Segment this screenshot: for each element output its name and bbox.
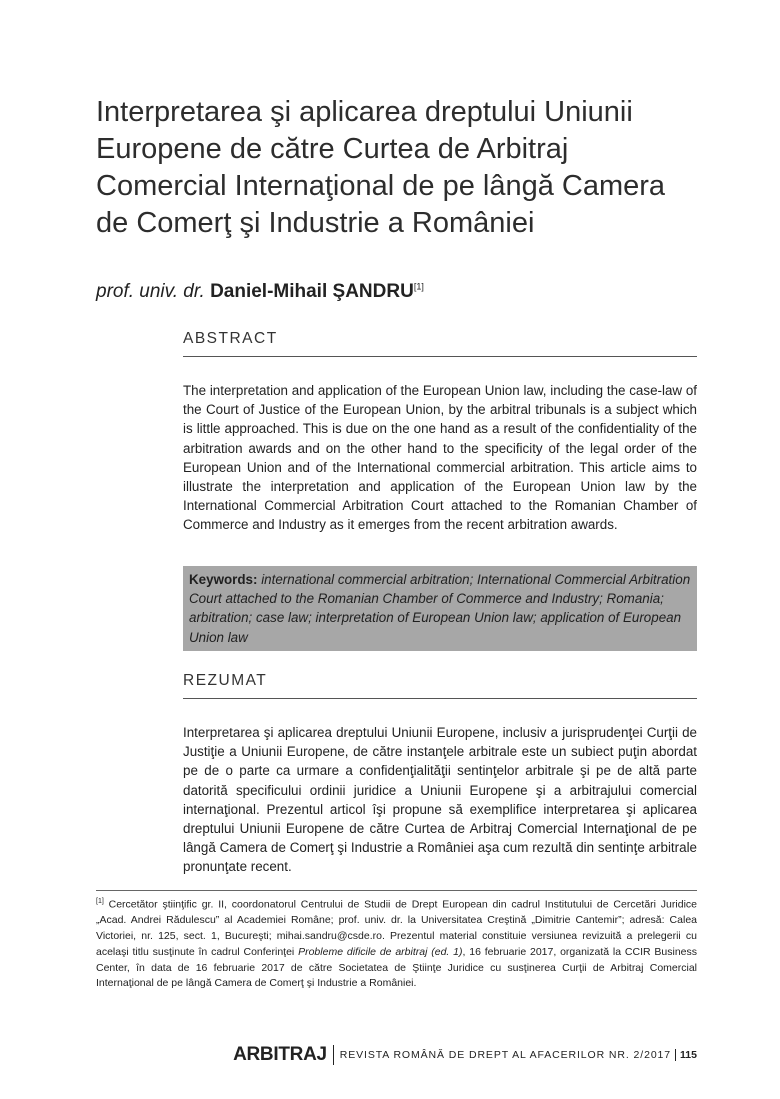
abstract-text: The interpretation and application of the European Union law, including the case-law of the Court of Justice of the European Union, by the arbitral tribunals is a subject which is little approached. This is due on the one hand as a result of the confidentiality of the arbitration awards and on the other hand to the specificity of the legal order of the European Union and of the International commercial arbitration. This article aims to illustrate the interpretation and application of the European Union law by the International Commercial Arbitration Court attached to the Romanian Chamber of Commerce and Industry as it emerges from the recent arbitration awards. <box>183 383 697 533</box>
author-prefix: prof. univ. dr. <box>96 281 205 302</box>
author-name: Daniel-Mihail ŞANDRU <box>210 281 414 302</box>
footnote-text-after: , 16 februarie 2017, organizată la CCIR Business Center, în data de 16 februarie 2017 de către Societatea de Ştiinţe Juridice cu susţinerea Curţii de Arbitraj Comercial Internaţional de pe lângă Camera de Comerţ şi Industrie a României. <box>96 945 698 990</box>
author-line <box>96 281 424 303</box>
keywords-label: Keywords: <box>189 572 258 587</box>
rezumat-text: Interpretarea şi aplicarea dreptului Uniunii Europene, inclusiv a jurisprudenţei Curţii de Justiţie a Uniunii Europene, de către instanţele arbitrale este un subiect puţin abordat pe de o parte ca urmare a confidenţialităţii sentinţelor arbitrale şi pe de altă parte datorită specificului ordinii juridice a Uniunii Europene şi a arbitrajului comercial internaţional. Prezentul articol îşi propune să exemplifice interpretarea şi aplicarea dreptului Uniunii Europene de către Curtea de Arbitraj Comercial Internaţional de pe lângă Camera de Comerţ şi Industrie a României aşa cum rezultă din sentinţe arbitrale pronunţate recent. <box>183 725 697 875</box>
article-title: Interpretarea şi aplicarea dreptului Uniunii Europene de către Curtea de Arbitraj Comercial Internaţional de pe lângă Camera de Comerţ şi Industrie a României <box>96 96 666 239</box>
rezumat-heading: REZUMAT <box>183 672 697 699</box>
journal-logo: ARBITRAJ <box>233 1044 327 1065</box>
keywords-text: international commercial arbitration; International Commercial Arbitration Court attached to the Romanian Chamber of Commerce and Industry; Romania; arbitration; case law; interpretation of European Union law; application of European Union law <box>189 572 691 645</box>
page-number: 115 <box>680 1049 697 1061</box>
footnote-text-before: Cercetător ştiinţific gr. II, coordonatorul Centrului de Studii de Drept European din cadrul Institutului de Cercetări Juridice „Acad. Andrei Rădulescu” al Academiei Române; prof. univ. dr. la Universitatea Creştină „Dimitrie Cantemir”; adresă: Calea Victoriei, nr. 125, sect. 1, Bucureşti; mihai.sandru@csde.ro. Prezentul material constituie versiunea revizuită a prelegerii cu acelaşi titlu susţinute în cadrul Conferinţei <box>96 898 697 958</box>
abstract-heading: ABSTRACT <box>183 330 697 357</box>
footer-separator <box>333 1045 334 1065</box>
footnote-divider <box>96 890 697 891</box>
running-footer <box>233 1044 697 1066</box>
footnote-event-title: Probleme dificile de arbitraj (ed. 1) <box>298 945 463 958</box>
author-footnote-marker: [1] <box>413 281 424 292</box>
footnote-marker: [1] <box>96 898 104 905</box>
keywords-box <box>183 566 697 651</box>
footer-separator-small <box>675 1049 676 1061</box>
footnote <box>96 894 697 992</box>
journal-name: REVISTA ROMÂNĂ DE DREPT AL AFACERILOR NR. 2/2017 <box>339 1049 672 1061</box>
